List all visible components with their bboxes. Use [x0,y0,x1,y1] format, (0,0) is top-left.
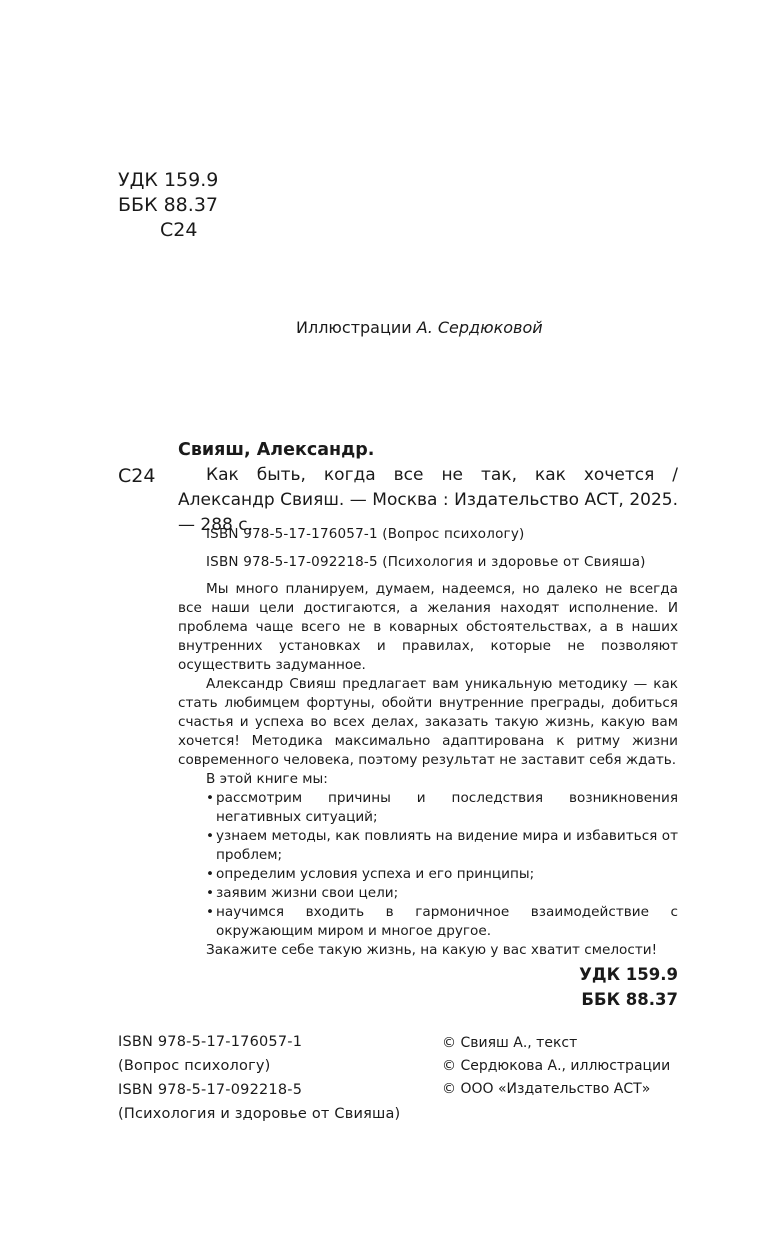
illustrator-name: А. Сердюковой [416,318,543,337]
illustrations-credit [296,318,543,337]
isbn-line: ISBN 978-5-17-176057-1 [118,1034,303,1050]
list-item: • заявим жизни свои цели; [206,885,399,901]
copyright-block [442,1032,670,1101]
list-item: • определим условия успеха и его принципы; [206,866,535,882]
entry-title: Как быть, когда все не так, как хочется / Александр Свияш. — Москва : Издательство АСТ, 2025. — 288 с. [178,465,678,535]
list-item: • рассмотрим причины и последствия возникновения негативных ситуаций; [206,790,678,825]
classification-codes [118,168,218,243]
copyright-line: © Сердюкова А., иллюстрации [442,1058,671,1074]
isbn-series: (Вопрос психологу) [118,1058,271,1074]
annotation-paragraph-1: Мы много планируем, думаем, надеемся, но далеко не всегда все наши цели достигаются, а желания находят исполнение. И проблема чаще всего не в коварных обстоятельствах, а в наших внутренних установках и правилах, которые не позволяют осуществить задуманное. [178,581,678,673]
entry-isbn-1: ISBN 978-5-17-176057-1 (Вопрос психологу) [206,526,525,542]
annotation-paragraph-3: В этой книге мы: [206,771,328,787]
author-code: С24 [160,219,198,241]
entry-author: Свияш, Александр. [178,440,375,460]
list-item: • научимся входить в гармоничное взаимодействие с окружающим миром и многое другое. [206,904,678,939]
annotation [178,580,678,960]
isbn-block [118,1030,400,1126]
bbk-code: ББК 88.37 [118,194,218,216]
list-item: • узнаем методы, как повлиять на видение мира и избавиться от проблем; [206,828,678,863]
entry-isbn-2: ISBN 978-5-17-092218-5 (Психология и здоровье от Свияша) [206,554,646,570]
bib-bbk: ББК 88.37 [581,990,678,1009]
copyright-line: © ООО «Издательство АСТ» [442,1081,651,1097]
annotation-closing: Закажите себе такую жизнь, на какую у вас хватит смелости! [206,942,658,958]
bib-index [579,962,678,1012]
illustrations-prefix: Иллюстрации [296,318,417,337]
udc-code: УДК 159.9 [118,169,219,191]
entry-side-code: С24 [118,465,156,487]
isbn-line: ISBN 978-5-17-092218-5 [118,1082,303,1098]
annotation-list [206,789,678,941]
copyright-line: © Свияш А., текст [442,1035,578,1051]
annotation-paragraph-2: Александр Свияш предлагает вам уникальную методику — как стать любимцем фортуны, обойти внутренние преграды, добиться счастья и успеха во всех делах, заказать такую жизнь, какую вам хочется! Методика максимально адаптирована к ритму жизни современного человека, поэтому результат не заставит себя ждать. [178,676,678,768]
isbn-series: (Психология и здоровье от Свияша) [118,1106,401,1122]
bib-udc: УДК 159.9 [579,965,678,984]
